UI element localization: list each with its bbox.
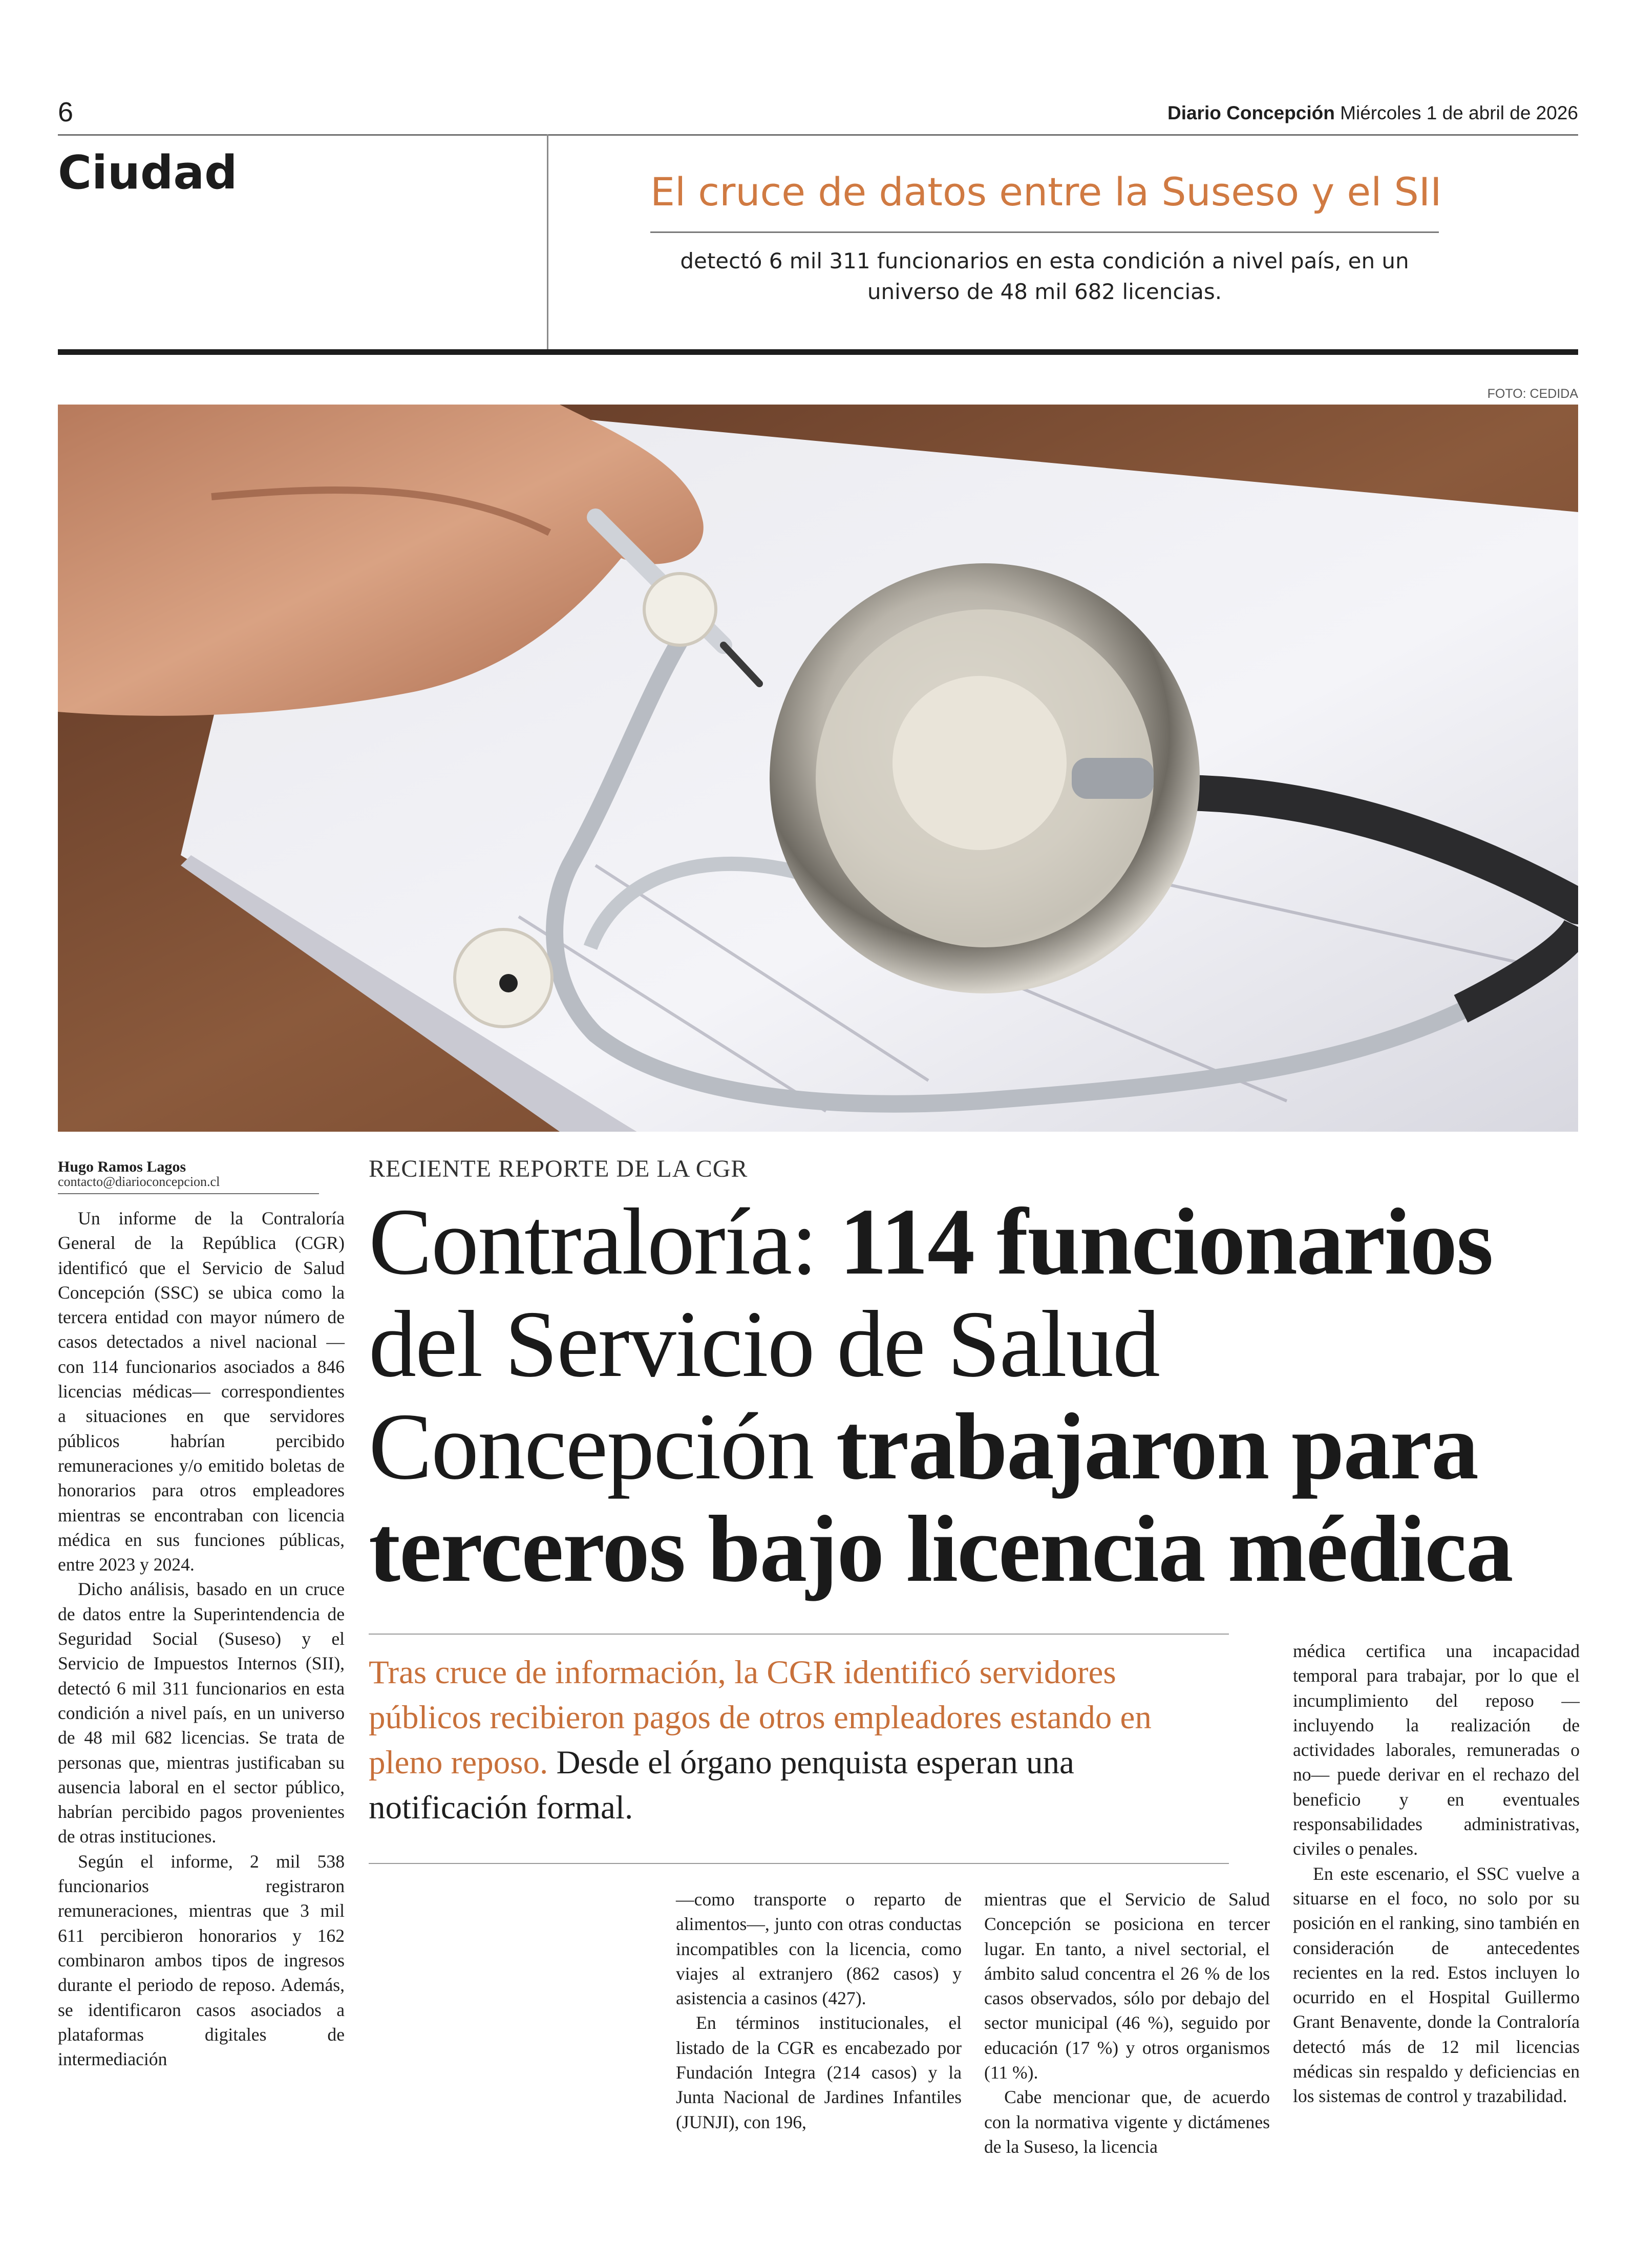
headline-part-1: Contraloría: [369,1189,840,1295]
header-thick-rule [58,349,1578,355]
issue-date: Miércoles 1 de abril de 2026 [1340,102,1578,123]
body-column-4 [1293,1639,1580,2109]
chestpiece-center [893,676,1067,850]
body-paragraph: Cabe mencionar que, de acuerdo con la normativa vigente y dictámenes de la Suseso, la licencia [984,2087,1270,2157]
body-column-1 [58,1206,345,2071]
headline-part-2: 114 funcionarios [839,1189,1493,1295]
headline-part-3: del Servicio de Salud Concepción [369,1291,1159,1499]
page-number: 6 [58,97,74,128]
newspaper-name: Diario Concepción [1167,102,1335,123]
stethoscope-photo-illustration [58,405,1578,1132]
deck-rest: Desde el órgano penquista esperan una notificación formal. [369,1744,1074,1826]
deck-rule-top [369,1634,1229,1635]
header-rule [58,134,1578,136]
byline-rule [58,1193,319,1194]
body-paragraph: —como transporte o reparto de alimentos—, junto con otras conductas incompatibles con la licencia, como viajes al extranjero (862 casos) y asistencia a casinos (427). [676,1889,962,2009]
article-headline [369,1191,1582,1600]
body-paragraph: En términos institucionales, el listado de la CGR es encabezado por Fundación Integra (214 casos) y la Junta Nacional de Jardines Infantiles (JUNJI), con 196, [676,2012,962,2132]
ear-tip-hole [499,974,518,992]
headline-part-4: trabajaron para terceros bajo licencia médica [369,1394,1513,1602]
body-paragraph: En este escenario, el SSC vuelve a situarse en el foco, no solo por su posición en el ranking, sino también en consideración de antecedentes recientes en la red. Estos incluyen lo ocurrido en el Hospital Guillermo Grant Benavente, donde la Contraloría detectó más de 12 mil licencias médicas sin respaldo y deficiencias en los sistemas de control y trazabilidad. [1293,1863,1580,2107]
article-kicker: RECIENTE REPORTE DE LA CGR [369,1155,748,1182]
body-column-2 [676,1887,962,2134]
sidebar-text: detectó 6 mil 311 funcionarios en esta condición a nivel país, en un universo de 48 mil 682 licencias. [680,248,1409,304]
deck-rule-bottom [369,1863,1229,1864]
chestpiece-stem [1072,758,1154,799]
section-label: Ciudad [58,146,238,200]
body-paragraph: médica certifica una incapacidad temporal para trabajar, por lo que el incumplimiento del reposo —incluyendo la realización de actividades laborales, remuneradas o no— puede derivar en el rechazo del beneficio y en eventuales responsabilidades administrativas, civiles o penales. [1293,1641,1580,1859]
sidebar-title: El cruce de datos entre la Suseso y el SII [650,169,1442,215]
body-paragraph: Dicho análisis, basado en un cruce de datos entre la Superintendencia de Seguridad Social (Suseso) y el Servicio de Impuestos Internos (SII), detectó 6 mil 311 funcionarios en esta condición a nivel país, en un universo de 48 mil 682 licencias. Se trata de personas que, mientras justificaban su ausencia laboral en el sector público, habrían percibido pagos provenientes de otras instituciones. [58,1579,345,1847]
byline-author: Hugo Ramos Lagos [58,1158,186,1175]
byline-email: contacto@diarioconcepcion.cl [58,1174,220,1189]
deck-highlight: Tras cruce de información, la CGR identificó servidores públicos recibieron pagos de otros empleadores estando en pleno reposo. [369,1654,1152,1781]
body-paragraph: Según el informe, 2 mil 538 funcionarios registraron remuneraciones, mientras que 3 mil 611 percibieron honorarios y 162 combinaron ambos tipos de ingresos durante el periodo de reposo. Además, se identificaron casos asociados a plataformas digitales de intermediación [58,1851,345,2070]
body-paragraph: Un informe de la Contraloría General de la República (CGR) identificó que el Servicio de Salud Concepción (SSC) se ubica como la tercera entidad con mayor número de casos detectados a nivel nacional —con 114 funcionarios asociados a 846 licencias médicas— correspondientes a situaciones en que servidores públicos habrían percibido remuneraciones y/o emitido boletas de honorarios para otros empleadores mientras se encontraban con licencia médica en sus funciones públicas, entre 2023 y 2024. [58,1208,345,1575]
body-column-3 [984,1887,1270,2159]
ear-tip-top [644,574,716,645]
body-paragraph: mientras que el Servicio de Salud Concepción se posiciona en tercer lugar. En tanto, a nivel sectorial, el ámbito salud concentra el 26 % de los casos observados, sólo por debajo del sector municipal (46 %), seguido por educación (17 %) y otros organismos (11 %). [984,1889,1270,2083]
article-deck [369,1650,1229,1830]
header-divider [547,134,548,349]
sidebar-rule [650,231,1439,233]
photo-credit: FOTO: CEDIDA [1487,387,1578,401]
article-photo [58,405,1578,1132]
masthead [1167,102,1578,124]
